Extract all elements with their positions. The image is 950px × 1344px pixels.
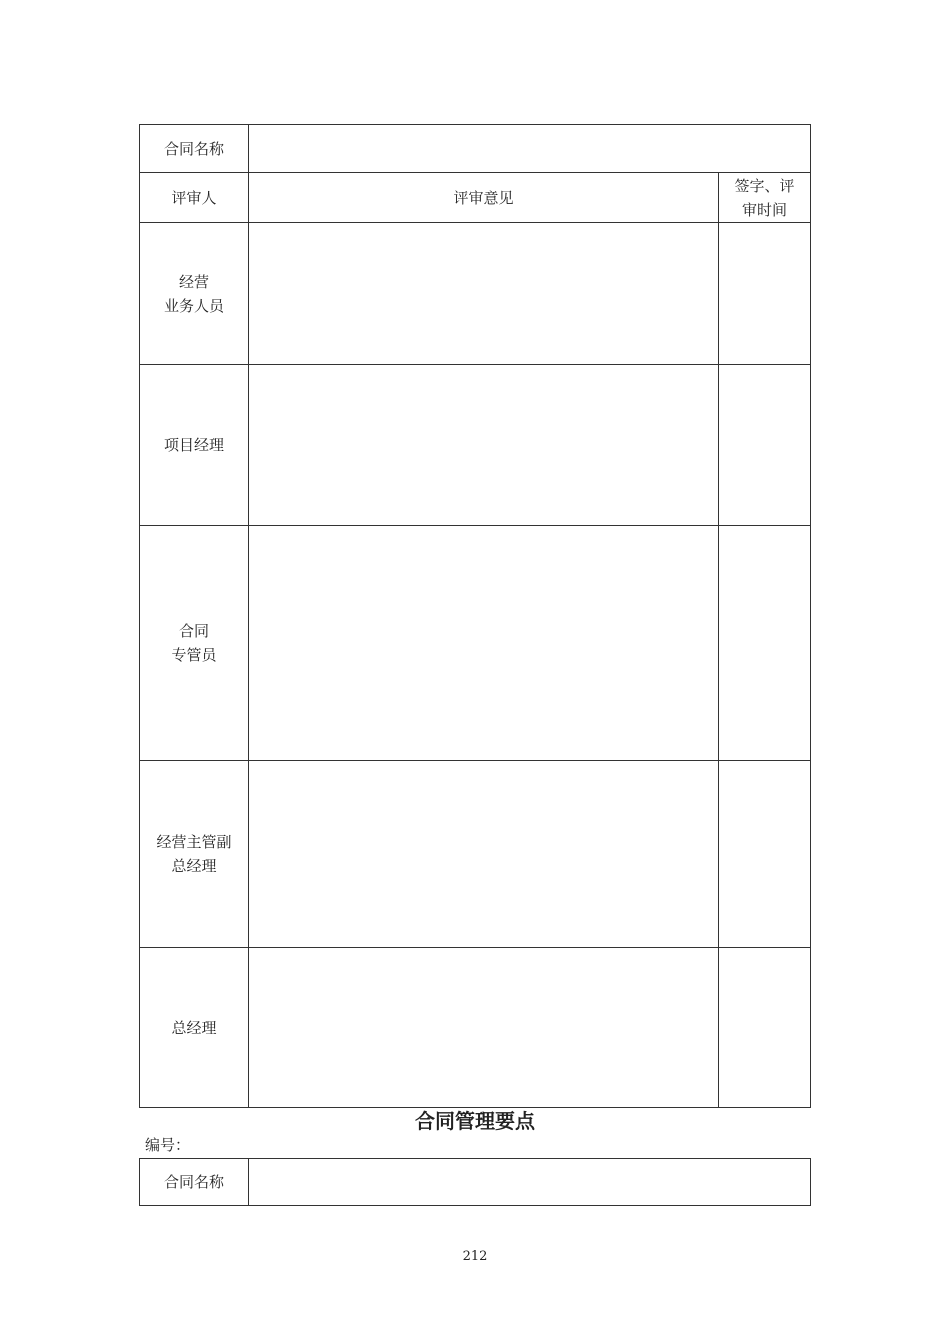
contract-points-table: [139, 1158, 811, 1206]
reviewer-row-business-staff: [140, 223, 811, 365]
reviewer-label: [140, 526, 249, 761]
sign-cell[interactable]: [719, 365, 811, 526]
reviewer-label-line1: 项目经理: [163, 436, 224, 454]
sign-cell[interactable]: [719, 761, 811, 948]
opinion-cell[interactable]: [249, 948, 719, 1108]
opinion-cell[interactable]: [249, 526, 719, 761]
header-row: [140, 173, 811, 223]
reviewer-label: [140, 948, 249, 1108]
reviewer-label-line2: 总经理: [171, 857, 217, 875]
header-sign-line2: 审时间: [741, 200, 787, 219]
reviewer-label: [140, 761, 249, 948]
serial-number-label: 编号：: [145, 1136, 191, 1154]
contract-review-table: [139, 124, 811, 1108]
reviewer-row-general-manager: [140, 948, 811, 1108]
contract-name-label: 合同名称: [140, 125, 249, 173]
opinion-cell[interactable]: [249, 365, 719, 526]
reviewer-label-line1: 合同: [178, 622, 209, 640]
reviewer-row-project-manager: [140, 365, 811, 526]
sign-cell[interactable]: [719, 223, 811, 365]
sign-cell[interactable]: [719, 948, 811, 1108]
reviewer-label: [140, 223, 249, 365]
header-opinion: 评审意见: [249, 173, 719, 223]
opinion-cell[interactable]: [249, 223, 719, 365]
contract-name-row: [140, 125, 811, 173]
contract-name-row: [140, 1159, 811, 1206]
opinion-cell[interactable]: [249, 761, 719, 948]
contract-name-label: 合同名称: [140, 1159, 249, 1206]
section-title: 合同管理要点: [415, 1109, 535, 1133]
sign-cell[interactable]: [719, 526, 811, 761]
page-number: 212: [462, 1249, 488, 1264]
header-reviewer: 评审人: [140, 173, 249, 223]
reviewer-label-line1: 经营主管副: [156, 833, 232, 851]
reviewer-label-line2: 业务人员: [163, 296, 224, 315]
reviewer-row-contract-specialist: [140, 526, 811, 761]
reviewer-label-line1: 总经理: [171, 1018, 217, 1037]
reviewer-label: [140, 365, 249, 526]
contract-name-field[interactable]: [249, 125, 811, 173]
header-sign-line1: 签字、评: [734, 176, 795, 195]
reviewer-label-line2: 专管员: [171, 646, 217, 664]
reviewer-row-deputy-gm: [140, 761, 811, 948]
header-sign-time: [719, 173, 811, 223]
contract-name-field[interactable]: [249, 1159, 811, 1206]
reviewer-label-line1: 经营: [178, 272, 209, 291]
